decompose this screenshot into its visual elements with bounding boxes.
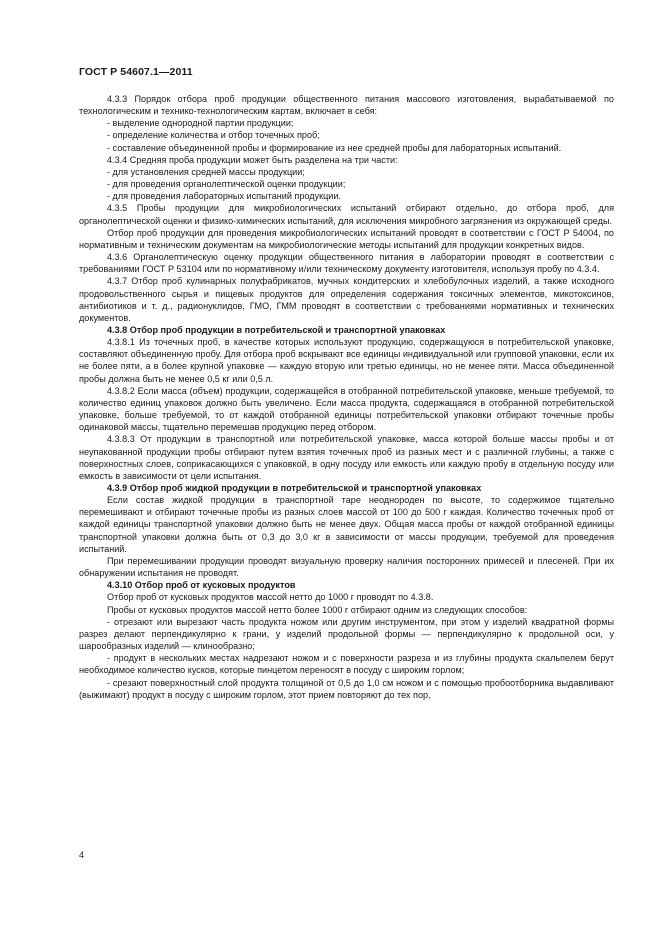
section-heading: 4.3.8 Отбор проб продукции в потребительской и транспортной упаковках xyxy=(107,324,446,335)
list-item: - для проведения лабораторных испытаний продукции. xyxy=(107,191,341,202)
paragraph: 4.3.8.1 Из точечных проб, в качестве которых используют продукцию, содержащуюся в потребительской упаковке, составляют объединенную пробу. Для отбора проб вскрывают все единицы индивидуальной или групповой упаковки, если их не более пяти, а в более крупной упаковке — каждую вторую или третью единицы, но не менее пяти. Масса объединенной пробы должна быть не менее 0,5 кг или 0,5 л. xyxy=(79,337,614,384)
section-heading: 4.3.9 Отбор проб жидкой продукции в потребительской и транспортной упаковках xyxy=(107,483,482,493)
paragraph: Отбор проб от кусковых продуктов массой нетто до 1000 г проводят по 4.3.8. xyxy=(107,592,434,603)
document-body xyxy=(79,93,614,701)
paragraph: 4.3.7 Отбор проб кулинарных полуфабрикатов, мучных кондитерских и хлебобулочных изделий, а также исходного продовольственного сырья и пищевых продуктов для определения содержания токсичных элементов, микотоксинов, антибиотиков и т. д., радионуклидов, ГМО, ГММ проводят в соответствии с требованиями нормативных и технических документов. xyxy=(79,276,614,323)
list-item: - для установления средней массы продукции; xyxy=(107,166,305,177)
list-item: - составление объединенной пробы и формирование из нее средней пробы для лабораторных испытаний. xyxy=(107,142,562,153)
paragraph: 4.3.3 Порядок отбора проб продукции общественного питания массового изготовления, вырабатываемой по технологическим и технико-технологическим картам, включает в себя: xyxy=(79,94,614,117)
paragraph: 4.3.5 Пробы продукции для микробиологических испытаний отбирают отдельно, до отбора проб, для органолептической оценки и физико-химических испытаний, для исключения микробного загрязнения из окружающей среды. xyxy=(79,203,614,226)
list-item: - для проведения органолептической оценки продукции; xyxy=(107,179,346,190)
paragraph: 4.3.8.3 От продукции в транспортной или потребительской упаковке, масса которой больше массы пробы и от неупакованной продукции пробы отбирают путем взятия точечных проб из разных мест и с различной глубины, а также с поверхностных слоев, соприкасающихся с упаковкой, в одну посуду или емкость или каждую пробу в отдельную посуду или емкость в зависимости от цели испытания. xyxy=(79,434,614,481)
paragraph: Если состав жидкой продукции в транспортной таре неоднороден по высоте, то содержимое тщательно перемешивают и отбирают точечные пробы из разных слоев массой от 100 до 500 г каждая. Количество точечных проб от каждой единицы транспортной упаковки должно быть не менее двух. Общая масса пробы от каждой отобранной единицы транспортной упаковки должна быть от 0,3 до 3,0 кг в зависимости от массы продукции, требуемой для проведения испытаний. xyxy=(79,495,614,554)
document-header: ГОСТ Р 54607.1—2011 xyxy=(79,66,193,78)
list-item: - выделение однородной партии продукции; xyxy=(107,118,294,129)
paragraph: 4.3.4 Средняя проба продукции может быть разделена на три части: xyxy=(107,154,398,165)
list-item: - определение количества и отбор точечных проб; xyxy=(107,130,320,141)
paragraph: Отбор проб продукции для проведения микробиологических испытаний проводят в соответствии с ГОСТ Р 54004, по нормативным и техническим документам на микробиологические методы испытаний для продукции конкретных видов. xyxy=(79,227,614,250)
page-number: 4 xyxy=(79,850,85,860)
list-item: - продукт в нескольких местах надрезают ножом и с поверхности разреза и из глубины продукта скальпелем берут необходимое количество кусков, которые пинцетом переносят в посуду с широким горлом; xyxy=(79,653,614,676)
paragraph: При перемешивании продукции проводят визуальную проверку наличия посторонних примесей и плесеней. При их обнаружении испытания не проводят. xyxy=(79,555,614,579)
paragraph: 4.3.6 Органолептическую оценку продукции общественного питания в лаборатории проводят в соответствии с требованиями ГОСТ Р 53104 или по нормативному и/или техническому документу изготовителя, используя пробу по 4.3.4. xyxy=(79,252,614,275)
paragraph: Пробы от кусковых продуктов массой нетто более 1000 г отбирают одним из следующих способов: xyxy=(107,604,528,615)
paragraph: 4.3.8.2 Если масса (объем) продукции, содержащейся в отобранной потребительской упаковке, меньше требуемой, то количество единиц упаковок должно быть увеличено. Если масса продукта, содержащаяся в отобранной потребительской упаковке, больше требуемой, то от каждой отобранной единицы потребительской упаковки отбирают точечные пробы одинаковой массы, тщательно перемешав продукцию перед отбором. xyxy=(79,385,614,433)
list-item: - отрезают или вырезают часть продукта ножом или другим инструментом, при этом у изделий квадратной формы разрез делают перпендикулярно к грани, у изделий продольной формы — перпендикулярно к продольной оси, у шарообразных изделий — клинообразно; xyxy=(79,616,614,652)
list-item: - срезают поверхностный слой продукта толщиной от 0,5 до 1,0 см ножом и с помощью пробоотборника выдавливают (выжимают) продукт в посуду с широким горлом, этот прием повторяют до тех пор, xyxy=(79,677,614,700)
section-heading: 4.3.10 Отбор проб от кусковых продуктов xyxy=(107,580,296,591)
